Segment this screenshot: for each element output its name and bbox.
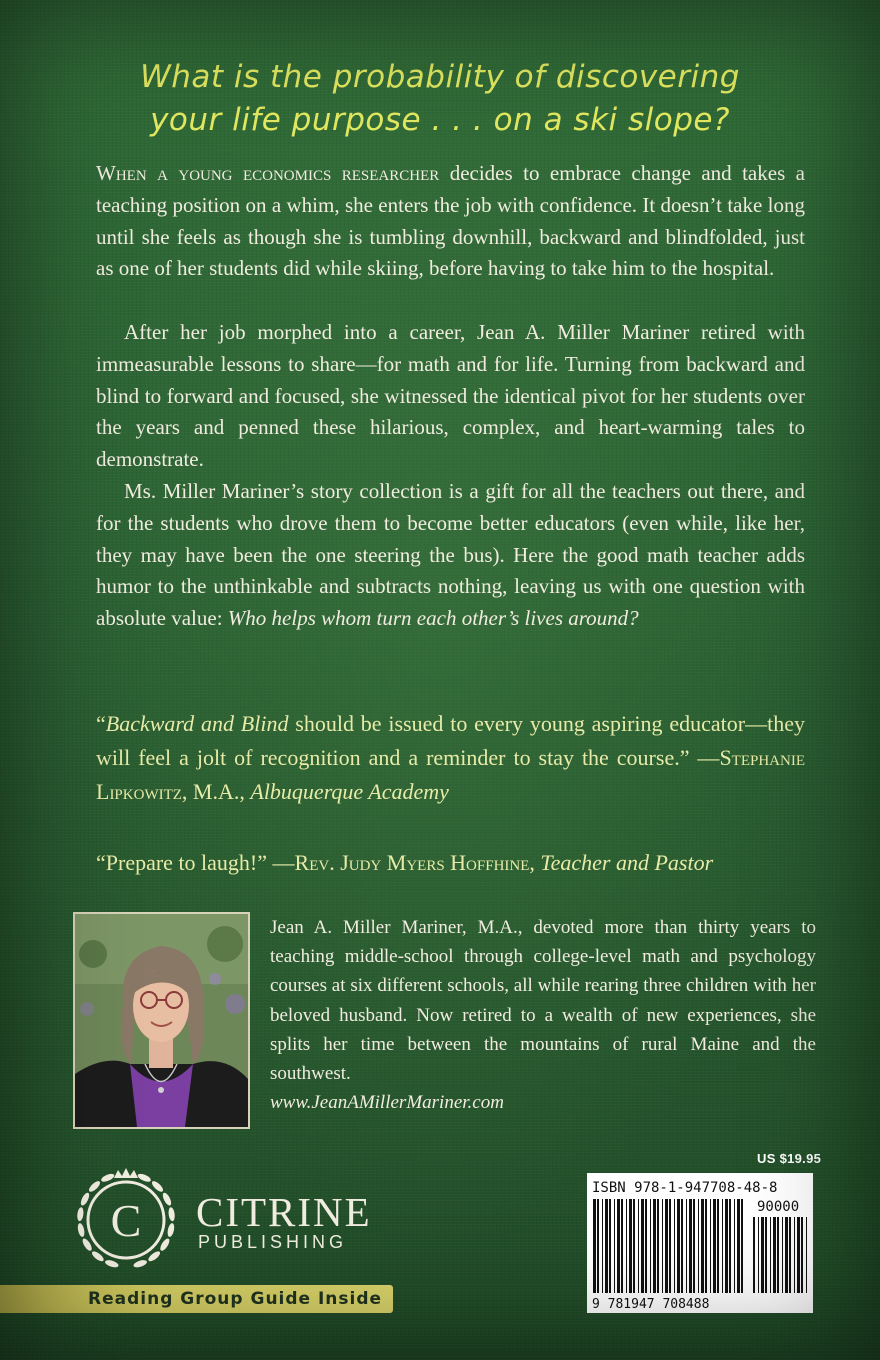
laurel-leaf [137, 1172, 152, 1183]
laurel-wreath-icon [68, 1160, 184, 1276]
isbn-barcode [587, 1173, 813, 1313]
author-bio-text: Jean A. Miller Mariner, M.A., devoted more than thirty years to teaching middle-school through college-level math and psychology courses at six different schools, all while rearing three children with her beloved husband. Now retired to a wealth of new experiences, she splits her time between the mountains of rural Maine and the southwest. [270, 917, 816, 1085]
barcode-bar [657, 1199, 659, 1293]
blurb-closing-question: Who helps whom turn each other’s lives around? [227, 606, 639, 631]
barcode-bar [797, 1217, 800, 1293]
laurel-leaf [81, 1237, 94, 1252]
barcode-bar [693, 1199, 695, 1293]
barcode-bar [689, 1199, 692, 1293]
barcode-bar [765, 1217, 767, 1293]
barcode-bar [785, 1217, 788, 1293]
barcode-bar [782, 1217, 783, 1293]
barcode-bar [650, 1199, 651, 1293]
price-label: US $19.95 [757, 1151, 822, 1166]
barcode-bar [674, 1199, 675, 1293]
laurel-leaf [161, 1192, 173, 1207]
barcode-graphic [587, 1173, 813, 1313]
laurel-leaf [104, 1259, 119, 1269]
quote-2-author: Rev. Judy Myers Hoffhine [294, 850, 530, 875]
barcode-bar [717, 1199, 719, 1293]
barcode-bar [777, 1217, 779, 1293]
isbn-label: ISBN 978-1-947708-48-8 [592, 1180, 778, 1196]
blurb-paragraph-3 [96, 476, 805, 635]
barcode-bar [710, 1199, 711, 1293]
barcode-bar [645, 1199, 647, 1293]
quote-1-credential: , M.A., [181, 779, 251, 804]
barcode-bar [753, 1217, 755, 1293]
barcode-bar [789, 1217, 791, 1293]
quote-1-author: Stephanie Lipkowitz [96, 745, 805, 804]
laurel-leaf [166, 1223, 175, 1238]
laurel-leaf [159, 1237, 172, 1252]
blurb-lead-in: When a young economics researcher [96, 161, 440, 185]
quote-2-text: “Prepare to laugh!” — [96, 850, 295, 875]
barcode-bar [617, 1199, 620, 1293]
barcode-bar [669, 1199, 671, 1293]
laurel-leaf [100, 1172, 115, 1183]
barcode-bar [770, 1217, 771, 1293]
barcode-bar [629, 1199, 632, 1293]
author-website-link[interactable]: www.JeanAMillerMariner.com [270, 1092, 504, 1114]
barcode-bar [734, 1199, 735, 1293]
barcode-bar [686, 1199, 687, 1293]
barcode-bar [621, 1199, 623, 1293]
barcode-bar [737, 1199, 740, 1293]
laurel-leaf [168, 1207, 176, 1222]
blurb-paragraph-1-text: decides to embrace change and takes a teaching position on a whim, she enters the job with confidence. It doesn’t take long until she feels as though she is tumbling downhill, backward and blindfolded, just as one of her students did while skiing, before having to take him to the hospital. [96, 161, 805, 281]
barcode-bar [665, 1199, 668, 1293]
barcode-bar [794, 1217, 795, 1293]
reading-guide-label: Reading Group Guide Inside [88, 1289, 383, 1309]
isbn-ean-digits: 9 781947 708488 [592, 1297, 710, 1312]
barcode-bar [662, 1199, 663, 1293]
isbn-addon-digits: 90000 [757, 1199, 800, 1215]
barcode-bar [773, 1217, 776, 1293]
barcode-bar [605, 1199, 608, 1293]
barcode-bar [725, 1199, 728, 1293]
quote-book-title: Backward and Blind [105, 711, 289, 736]
blurb-paragraph-2: After her job morphed into a career, Jean A. Miller Mariner retired with immeasurable lessons to share—for math and for life. Turning from backward and blind to forward and focused, she witnessed the identical pivot for her students over the years and penned these hilarious, complex, and heart-warming tales to demonstrate. [96, 320, 805, 472]
crown-icon [114, 1168, 138, 1178]
barcode-bar [761, 1217, 764, 1293]
barcode-bar [614, 1199, 615, 1293]
endorsement-quote-1 [96, 707, 805, 809]
barcode-main-bars [593, 1199, 743, 1293]
quote-open-mark: “ [96, 711, 106, 736]
barcode-bar [801, 1217, 803, 1293]
barcode-bar [698, 1199, 699, 1293]
barcode-bar [597, 1199, 599, 1293]
laurel-leaf [77, 1223, 86, 1238]
barcode-bar [677, 1199, 680, 1293]
quote-2-separator: , [529, 850, 541, 875]
laurel-leaf [77, 1207, 85, 1222]
barcode-bar [722, 1199, 723, 1293]
author-photo [73, 912, 250, 1129]
laurel-leaf [133, 1259, 148, 1269]
headline-line-1: What is the probability of discovering [140, 59, 740, 95]
blurb-paragraph-3-text: Ms. Miller Mariner’s story collection is a gift for all the teachers out there, and for the students who drove them to become better educators (even while, like her, they may have been the one steering the bus). Here the good math teacher adds humor to the unthinkable and subtracts nothing, leaving us with one question with absolute value: [96, 479, 805, 631]
barcode-bar [626, 1199, 627, 1293]
barcode-bar [641, 1199, 644, 1293]
author-portrait-illustration [75, 914, 248, 1127]
logo-initial: C [110, 1195, 142, 1246]
author-bio [270, 913, 816, 1117]
publisher-subtitle: PUBLISHING [198, 1232, 348, 1252]
barcode-bar [705, 1199, 707, 1293]
laurel-leaf [79, 1192, 91, 1207]
barcode-bar [633, 1199, 635, 1293]
endorsement-quote-2 [96, 846, 805, 880]
quote-2-role: Teacher and Pastor [540, 850, 714, 875]
publisher-name: CITRINE [196, 1189, 372, 1235]
publisher-logo [68, 1160, 184, 1281]
barcode-bar [713, 1199, 716, 1293]
barcode-bar [653, 1199, 656, 1293]
barcode-bar [729, 1199, 731, 1293]
barcode-bar [701, 1199, 704, 1293]
barcode-bar [758, 1217, 759, 1293]
barcode-bar [806, 1217, 807, 1293]
quote-1-text: should be issued to every young aspiring educator—they will feel a jolt of recognition and a reminder to stay the course.” — [96, 711, 805, 770]
barcode-bar [681, 1199, 683, 1293]
barcode-bar [593, 1199, 596, 1293]
blurb-paragraph-1 [96, 158, 805, 285]
headline-line-2: your life purpose . . . on a ski slope? [150, 102, 730, 138]
barcode-bar [741, 1199, 743, 1293]
quote-1-organization: Albuquerque Academy [250, 779, 449, 804]
barcode-bar [638, 1199, 639, 1293]
barcode-bar [609, 1199, 611, 1293]
barcode-bar [602, 1199, 603, 1293]
barcode-addon-bars [753, 1217, 807, 1293]
